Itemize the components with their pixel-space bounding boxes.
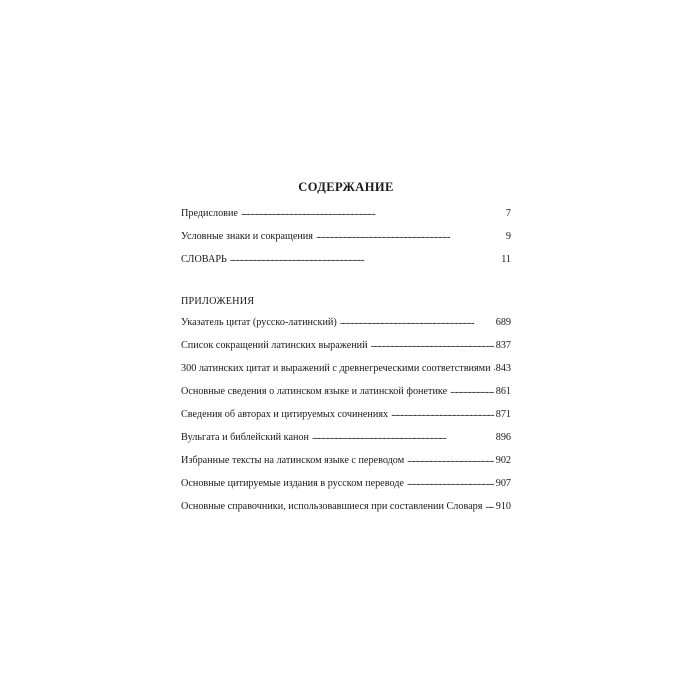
toc-entry [181,338,511,361]
toc-entry-label: Вульгата и библейский канон [181,432,309,443]
toc-entry-label: СЛОВАРЬ [181,254,227,265]
toc-entry-label: Указатель цитат (русско-латинский) [181,317,337,328]
toc-entry-page: 9 [505,231,511,242]
dot-leader [340,314,494,329]
toc-title: СОДЕРЖАНИЕ [298,180,394,194]
toc-entry [181,430,511,453]
dot-leader [241,205,504,220]
toc-entry [181,407,511,430]
toc-entry-label: 300 латинских цитат и выражений с древнегреческими соответствиями [181,363,491,374]
toc-entry-label: Основные сведения о латинском языке и латинской фонетике [181,386,448,397]
toc-entry-page: 861 [495,386,511,397]
toc-entry-label: Основные цитируемые издания в русском переводе [181,478,404,489]
front-entries-list [181,206,511,275]
toc-entry-page: 907 [495,478,511,489]
toc-entry-label: Предисловие [181,208,238,219]
dot-leader [407,452,494,467]
toc-entry-page: 871 [495,409,511,420]
dot-leader [316,228,504,243]
toc-entry-page: 11 [501,254,511,265]
toc-entry-page: 689 [495,317,511,328]
toc-entry [181,384,511,407]
toc-entry [181,315,511,338]
toc-entry [181,453,511,476]
toc-entry [181,476,511,499]
toc-entry [181,499,511,522]
dot-leader [371,337,494,352]
dot-leader [230,251,499,266]
toc-entry-page: 902 [495,455,511,466]
dot-leader [391,406,494,421]
toc-entry-page: 837 [495,340,511,351]
toc-entry-label: Сведения об авторах и цитируемых сочинениях [181,409,389,420]
toc-entry-preface [181,206,511,229]
toc-entry-label: Условные знаки и сокращения [181,231,313,242]
toc-entry-page: 896 [495,432,511,443]
toc-entry-label: Избранные тексты на латинском языке с переводом [181,455,405,466]
toc-entry [181,361,511,384]
toc-entry-label: Список сокращений латинских выражений [181,340,368,351]
toc-entry-page: 910 [495,501,511,512]
toc-entry-page: 843 [495,363,511,374]
appendix-entries-list [181,315,511,522]
appendix-heading: ПРИЛОЖЕНИЯ [181,296,255,307]
dot-leader [312,429,494,444]
toc-entry-dictionary [181,252,511,275]
toc-entry-abbreviations [181,229,511,252]
toc-entry-page: 7 [505,208,511,219]
dot-leader [485,498,493,513]
dot-leader [407,475,494,490]
dot-leader [450,383,494,398]
toc-entry-label: Основные справочники, использовавшиеся при составлении Словаря [181,501,483,512]
table-of-contents [181,180,511,522]
